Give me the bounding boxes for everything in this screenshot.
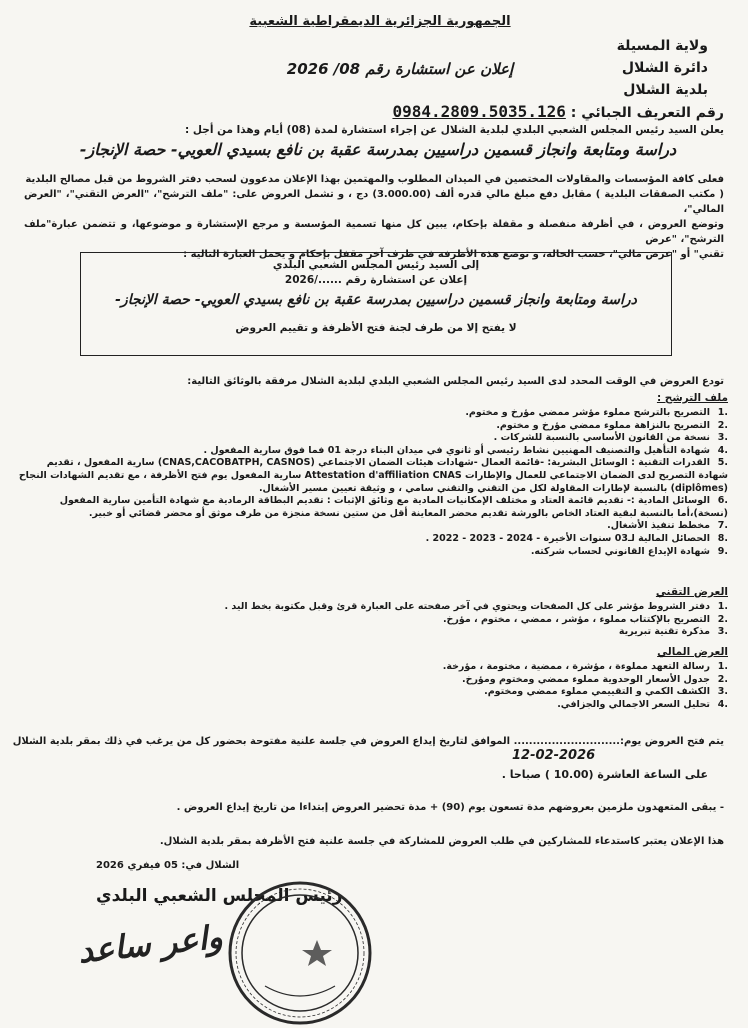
list-item: .1التصريح بالترشح مملوء مؤشر ممضي مؤرخ و مختوم. <box>465 407 728 418</box>
paragraph-line: وتوضع العروض ، في أظرفة منفصلة و مقفلة بإحكام، يبين كل منها تسمية المؤسسة و مرجع الإستشارة و موضوعها، و تتضمن عبارة"ملف الترشح"، "عرض <box>24 219 724 245</box>
project-title: دراسة ومتابعة وانجاز قسمين دراسيين بمدرسة عقبة بن نافع بسيدي العويي- حصة الإنجاز- <box>79 140 677 159</box>
list-item: .1رسالة التعهد مملوءة ، مؤشرة ، ممضية ، مختومة ، مؤرخة. <box>442 661 728 672</box>
envelope-addressee: إلى السيد رئيس المجلس الشعبي البلدي <box>272 259 480 271</box>
envelope-reference: إعلان عن استشارة رقم ....../2026 <box>284 274 468 286</box>
republic-header: الجمهورية الجزائرية الديمقراطية الشعبية <box>249 14 511 29</box>
validity-text: - يبقى المتعهدون ملزمين بعروضهم مدة تسعون يوم (90) + مدة تحضير العروض إبتداءا من تاريخ إيداع العروض . <box>176 802 724 813</box>
notice-title: إعلان عن استشارة رقم 08/ 2026 <box>286 60 514 78</box>
tax-id-row <box>392 102 724 121</box>
envelope-warning: لا يفتح إلا من طرف لجنة فتح الأظرفة و تقييم العروض <box>235 322 517 334</box>
envelope-box <box>80 252 672 356</box>
commune-label: بلدية الشلال <box>623 82 708 98</box>
candidature-heading: ملف الترشح : <box>656 392 728 404</box>
list-item: .1دفتر الشروط مؤشر على كل الصفحات ويحتوي في آخر صفحته على العبارة قرئ وقبل مكتوبة بخط اليد . <box>224 601 728 612</box>
list-item: .2جدول الأسعار الوحدوية مملوء ممضي ومختوم ومؤرخ. <box>461 673 728 685</box>
signature-name: واعر ساعد <box>76 917 225 971</box>
technical-heading: العرض التقني <box>655 586 728 598</box>
financial-list <box>18 661 728 711</box>
envelope-project: دراسة ومتابعة وانجاز قسمين دراسيين بمدرسة عقبة بن نافع بسيدي العويي- حصة الإنجاز- <box>115 292 637 308</box>
financial-heading: العرض المالي <box>657 646 728 658</box>
list-item: .3مذكرة تقنية تبريرية <box>618 626 728 638</box>
list-item: .2التصريح بالإكتتاب مملوء ، مؤشر ، ممضي ، مختوم ، مؤرخ. <box>442 613 728 625</box>
list-item: .6الوسائل المادية :- تقديم قائمة العتاد و مختلف الإمكانيات المادية مع وثائق الإثبات : تقديم البطاقة الرمادية مع شهادة التأمين سارية المفعول (نسخة)،أما بالنسبة لبقية العتاد الخاص بالورشة تقديم محضر المعاينة أقل من ستين نسخة منجزة من طرف موثق أو محضر قضائي أو خبير. <box>59 495 728 519</box>
list-item: .5القدرات التقنية : الوسائل البشرية: -قائمة العمال -شهادات هيئات الضمان الاجتماعي (CNAS,CACOBATPH, CASNOS) سارية المفعول ، تقديم شهادة التصريح لدى الضمان الاجتماعي للعمال والإطارات Attestation d'affiliation CNAS سارية المفعول يوم فتح الأظرفة ، مع تقديم الشهادات النجاح (diplômes) بالنسبة لإطارات المقاولة لكل من التقني والتقني سامي ، و وثيقة تعيين مسير الأشغال. <box>18 457 728 494</box>
intro-text: يعلن السيد رئيس المجلس الشعبي البلدي لبلدية الشلال عن إجراء استشارة لمدة (08) أيام وهذا من أجل : <box>185 124 724 136</box>
opening-hour: على الساعة العاشرة (10.00 ) صباحا . <box>501 768 708 781</box>
invitation-text: هذا الإعلان يعتبر كاستدعاء للمشاركين في طلب العروض للمشاركة في جلسة علنية فتح الأظرفة بمقر بلدية الشلال. <box>159 836 724 847</box>
candidature-list <box>18 407 728 558</box>
paragraph-line: تقني" أو "عرض مالي"، حسب الحالة، و توضع هذه الأظرفة في ظرف آخر مقفل بإحكام و يحمل العبارة التالية : <box>183 249 724 260</box>
handwritten-opening-date: 12-02-2026 <box>512 748 596 763</box>
wilaya-label: ولاية المسيلة <box>616 38 708 54</box>
official-seal-icon <box>225 878 375 1028</box>
tax-id-number: 0984.2809.5035.126 <box>392 102 566 121</box>
paragraph-line: فعلى كافة المؤسسات والمقاولات المختصين في الميدان المطلوب والمهتمين بهذا الإعلان مدعوون لسحب دفتر الشروط من قبل مصالح البلدية <box>25 174 724 185</box>
deposit-text: تودع العروض في الوقت المحدد لدى السيد رئيس المجلس الشعبي البلدي لبلدية الشلال مرفقة بالوثائق التالية: <box>187 376 724 387</box>
opening-text: يتم فتح العروض يوم:............................ الموافق لتاريخ إيداع العروض في جلسة علنية مفتوحة بحضور كل من يرغب في ذلك بمقر بلدية الشلال <box>12 736 724 747</box>
list-item: .3نسخة من القانون الأساسي بالنسبة للشركات . <box>493 432 728 444</box>
list-item: .8الحصائل المالية لـ03 سنوات الأخيرة - 2024 - 2023 - 2022 . <box>425 532 728 544</box>
tax-id-label: رقم التعريف الجبائي : <box>570 105 724 121</box>
list-item: .4شهادة التأهيل والتصنيف المهنيين نشاط رئيسي أو ثانوي في ميدان البناء درجة 01 فما فوق سارية المفعول . <box>203 444 728 456</box>
list-item: .2التصريح بالنزاهة مملوء ممضي مؤرخ و مختوم. <box>496 419 728 431</box>
place-date: الشلال في: 05 فيفري 2026 <box>96 860 240 871</box>
signature-caption: رئيس المجلس الشعبي البلدي <box>96 886 343 906</box>
list-item: .9شهادة الإيداع القانوني لحساب شركته. <box>530 545 728 557</box>
list-item: .7مخطط تنفيذ الأشغال. <box>607 520 728 532</box>
technical-list <box>18 601 728 639</box>
conditions-paragraph <box>24 172 724 262</box>
list-item: .4تحليل السعر الاجمالي والجزافي. <box>557 698 728 710</box>
list-item: .3الكشف الكمي و التقييمي مملوء ممضي ومختوم. <box>484 686 728 698</box>
paragraph-line: ( مكتب الصفقات البلدية ) مقابل دفع مبلغ مالي قدره ألف (3.000.00) دج ، و تشمل العروض على: "ملف الترشح"، "العرض التقني"، "العرض المالي"، <box>24 189 724 215</box>
daira-label: دائرة الشلال <box>621 60 708 76</box>
